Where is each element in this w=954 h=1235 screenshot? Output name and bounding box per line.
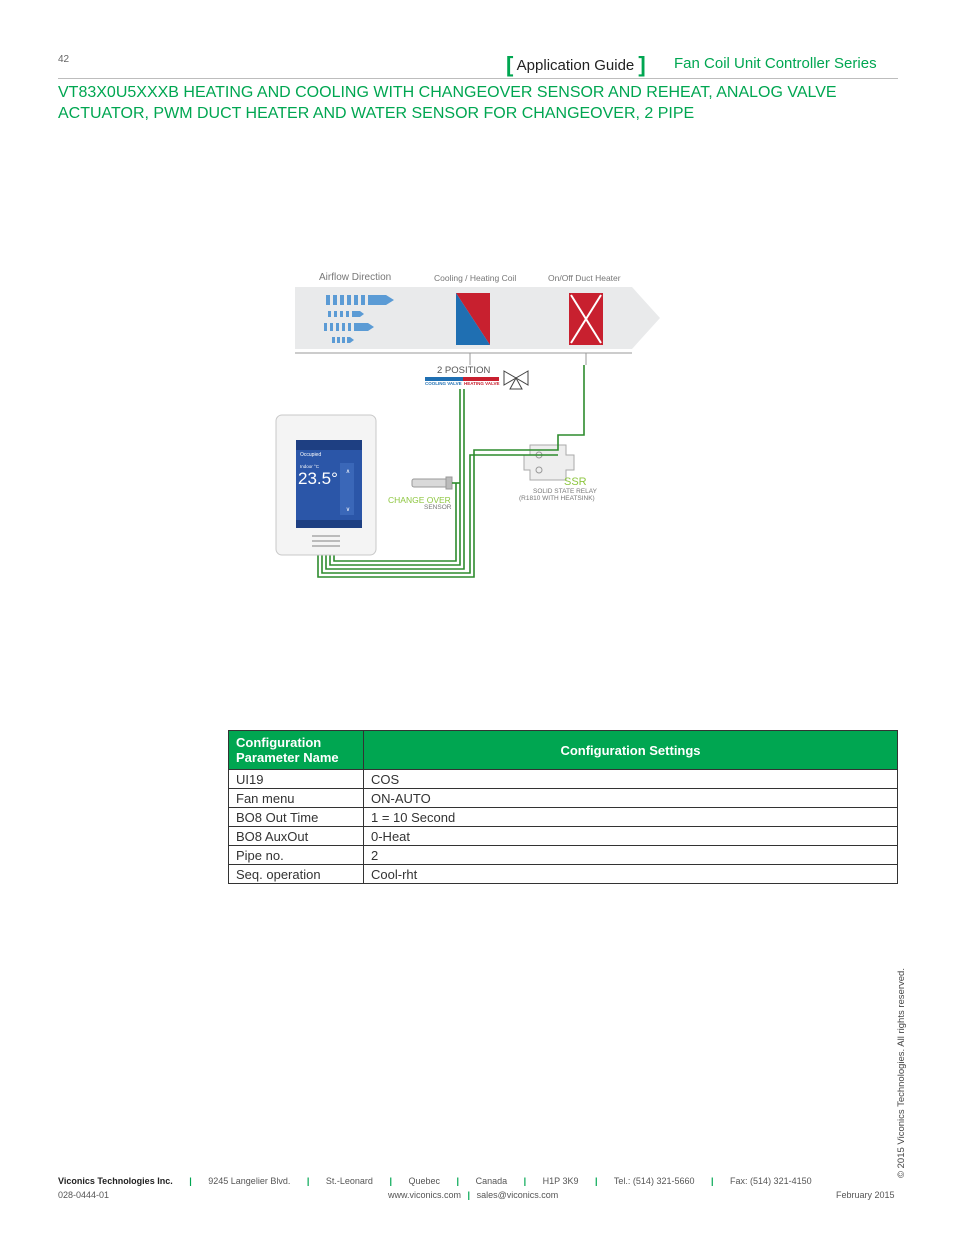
cooling-valve-label: COOLING VALVE	[425, 381, 462, 386]
parameter-cell: UI19	[229, 770, 364, 789]
footer-separator: |	[711, 1176, 714, 1186]
header-divider	[58, 78, 898, 79]
header-guide-title	[506, 52, 646, 78]
footer-date: February 2015	[836, 1190, 895, 1200]
footer-doc-code: 028-0444-01	[58, 1190, 110, 1200]
footer-website-link[interactable]: www.viconics.com	[388, 1190, 462, 1200]
copyright-notice: © 2015 Viconics Technologies. All rights reserved.	[896, 968, 907, 1178]
footer-postal: H1P 3K9	[542, 1176, 579, 1186]
configuration-table	[228, 730, 898, 884]
table-row	[229, 770, 898, 789]
wiring-diagram	[260, 265, 680, 595]
page-title: VT83X0U5XXXB HEATING AND COOLING WITH CHANGEOVER SENSOR AND REHEAT, ANALOG VALVE ACTUATOR, PWM DUCT HEATER AND WATER SENSOR FOR CHANGEOVER, 2 PIPE	[58, 84, 837, 122]
svg-text:∨: ∨	[345, 507, 351, 513]
valve-icon	[504, 371, 528, 389]
column-header-settings: Configuration Settings	[364, 731, 898, 770]
duct-heater-icon	[569, 293, 603, 345]
ssr-description: SOLID STATE RELAY	[533, 488, 597, 495]
footer-city: St.-Leonard	[325, 1176, 373, 1186]
footer-separator: |	[523, 1176, 527, 1186]
footer-country: Canada	[475, 1176, 508, 1186]
parameter-cell: Seq. operation	[229, 865, 364, 884]
parameter-cell: Pipe no.	[229, 846, 364, 865]
cooling-heating-coil	[456, 293, 490, 345]
heating-valve-label: HEATING VALVE	[464, 381, 500, 386]
setting-cell: 2	[364, 846, 898, 865]
footer-web	[388, 1190, 558, 1200]
parameter-cell: BO8 AuxOut	[229, 827, 364, 846]
bracket-close-icon: ]	[638, 52, 646, 77]
bracket-open-icon: [	[506, 52, 514, 77]
changeover-label: CHANGE OVER	[388, 495, 451, 505]
footer-separator: |	[456, 1176, 460, 1186]
footer-email-link[interactable]: sales@viconics.com	[476, 1190, 559, 1200]
sensor-label: SENSOR	[424, 504, 452, 511]
footer-company: Viconics Technologies Inc.	[58, 1176, 173, 1186]
table-row	[229, 846, 898, 865]
thermostat-indoor-label: Indoor °C	[300, 464, 320, 469]
table-row	[229, 789, 898, 808]
header-series-title: Fan Coil Unit Controller Series	[674, 55, 877, 72]
thermostat-status: Occupied	[300, 452, 322, 458]
setting-cell: Cool-rht	[364, 865, 898, 884]
page-number: 42	[58, 54, 70, 65]
footer-separator: |	[189, 1176, 192, 1186]
thermostat-temperature: 23.5°	[298, 469, 338, 488]
footer-separator: |	[389, 1176, 392, 1186]
wiring-diagram-svg	[260, 265, 680, 595]
setting-cell: 0-Heat	[364, 827, 898, 846]
parameter-cell: Fan menu	[229, 789, 364, 808]
setting-cell: ON-AUTO	[364, 789, 898, 808]
changeover-sensor-icon	[412, 477, 452, 489]
duct-heater-label: On/Off Duct Heater	[548, 273, 621, 283]
table-row	[229, 827, 898, 846]
footer-fax: Fax: (514) 321-4150	[730, 1176, 812, 1186]
guide-label: Application Guide	[516, 57, 635, 74]
footer-separator: |	[595, 1176, 598, 1186]
footer-contact	[58, 1176, 898, 1186]
footer-tel: Tel.: (514) 321-5660	[613, 1176, 695, 1186]
footer-separator: |	[306, 1176, 310, 1186]
svg-text:∧: ∧	[345, 469, 351, 475]
airflow-direction-label: Airflow Direction	[319, 272, 392, 283]
setting-cell: COS	[364, 770, 898, 789]
coil-label: Cooling / Heating Coil	[434, 273, 517, 283]
table-header-row	[229, 731, 898, 770]
table-row	[229, 808, 898, 827]
table-row	[229, 865, 898, 884]
footer-address: 9245 Langelier Blvd.	[208, 1176, 291, 1186]
setting-cell: 1 = 10 Second	[364, 808, 898, 827]
ssr-note: (R1810 WITH HEATSINK)	[519, 495, 595, 502]
ssr-label: SSR	[564, 476, 587, 488]
footer-province: Quebec	[408, 1176, 441, 1186]
footer-separator: |	[467, 1190, 471, 1200]
parameter-cell: BO8 Out Time	[229, 808, 364, 827]
valve-position-label: 2 POSITION	[437, 365, 491, 376]
column-header-parameter: Configuration Parameter Name	[229, 731, 364, 770]
